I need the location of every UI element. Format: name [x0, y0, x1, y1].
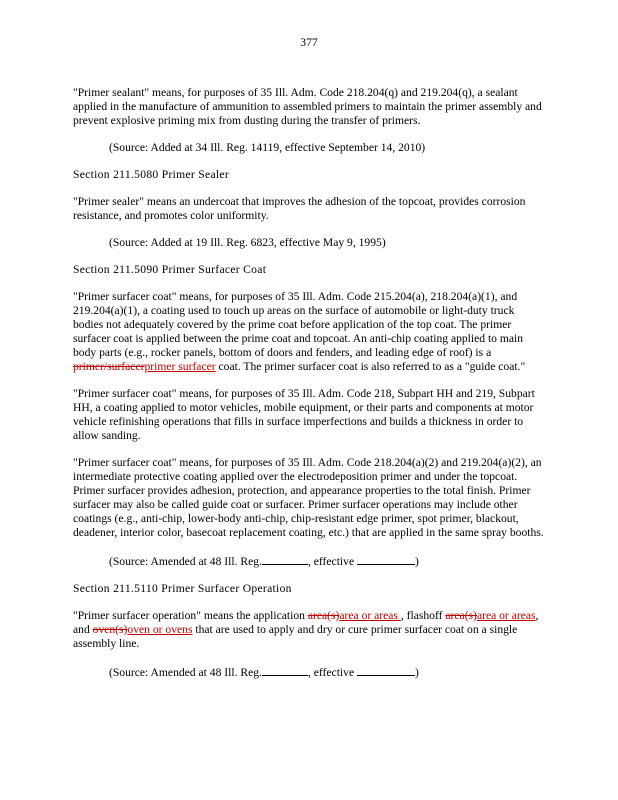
- inserted-text: area or areas: [476, 609, 536, 622]
- primer-surfacer-coat-definition-3: "Primer surfacer coat" means, for purposes of 35 Ill. Adm. Code 218.204(a)(2) and 219.204(a)(2), an intermediate protective coating applied over the electrodeposition primer and under the topcoat. Primer surfacer provides adhesion, protection, and appearance properties to the total finish. Primer surfacer may also be called guide coat or surfacer. Primer surfacer operations may include other coatings (e.g., anti-chip, lower-body anti-chip, chip-resistant edge primer, spot primer, blackout, deadener, interior color, basecoat replacement coating, etc.) that are applied in the same spray booths.: [73, 456, 544, 539]
- effective-date-blank: [357, 553, 415, 565]
- primer-sealer-definition: "Primer sealer" means an undercoat that improves the adhesion of the topcoat, provides corrosion resistance, and promotes color uniformity.: [73, 195, 526, 222]
- section-5110-heading: Section 211.5110 Primer Surfacer Operation: [73, 582, 292, 595]
- definition-text: coat. The primer surfacer coat is also referred to as a "guide coat.": [215, 360, 526, 373]
- register-blank: [262, 664, 308, 676]
- deleted-text: primer/surfacer: [73, 360, 145, 373]
- document-body: [73, 86, 547, 693]
- effective-date-blank: [357, 664, 415, 676]
- section-5080-heading: Section 211.5080 Primer Sealer: [73, 168, 230, 181]
- page-number: 377: [300, 36, 318, 49]
- inserted-text: area or areas: [339, 609, 401, 622]
- inserted-text: primer surfacer: [144, 360, 216, 373]
- primer-sealant-definition: "Primer sealant" means, for purposes of 35 Ill. Adm. Code 218.204(q) and 219.204(q), a sealant applied in the manufacture of ammunition to assembled primers to maintain the primer assembly and prevent explosive priming mix from dusting during the transfer of primers.: [73, 86, 542, 127]
- deleted-text: area(s): [445, 609, 477, 622]
- section-5090-heading: Section 211.5090 Primer Surfacer Coat: [73, 263, 267, 276]
- definition-text: "Primer surfacer coat" means, for purposes of 35 Ill. Adm. Code 215.204(a), 218.204(a)(1), and 219.204(a)(1), a coating used to touch up areas on the surface of automobile or light-duty truck bodies not adequately covered by the prime coat before application of the top coat. The primer surfacer coat is applied between the prime coat and topcoat. An anti-chip coating applied to main body parts (e.g., rocker panels, bottom of doors and fenders, and leading edge of roof) is a: [73, 290, 524, 359]
- primer-surfacer-coat-definition-2: "Primer surfacer coat" means, for purposes of 35 Ill. Adm. Code 218, Subpart HH and 219, Subpart HH, a coating applied to motor vehicles, mobile equipment, or their parts and components at motor vehicle refinishing operations that fills in surface imperfections and builds a thickness in order to allow sanding.: [73, 387, 535, 442]
- section-5080-source: (Source: Added at 19 Ill. Reg. 6823, effective May 9, 1995): [109, 236, 386, 249]
- section-5090-source: (Source: Amended at 48 Ill. Reg. , effective ): [109, 555, 419, 568]
- deleted-text: area(s): [307, 609, 340, 622]
- primer-sealant-source: (Source: Added at 34 Ill. Reg. 14119, effective September 14, 2010): [109, 141, 426, 154]
- deleted-text: oven(s): [92, 623, 128, 636]
- inserted-text: oven or ovens: [127, 623, 193, 636]
- primer-surfacer-operation-definition: "Primer surfacer operation" means the application area(s)area or areas , flashoff area(s)area or areas, and oven(s)oven or ovens that are used to apply and dry or cure primer surfacer coat on a single assembly line.: [73, 609, 539, 650]
- register-blank: [262, 553, 308, 565]
- primer-surfacer-coat-definition-1: [73, 290, 547, 374]
- section-5110-source: (Source: Amended at 48 Ill. Reg. , effective ): [109, 666, 419, 679]
